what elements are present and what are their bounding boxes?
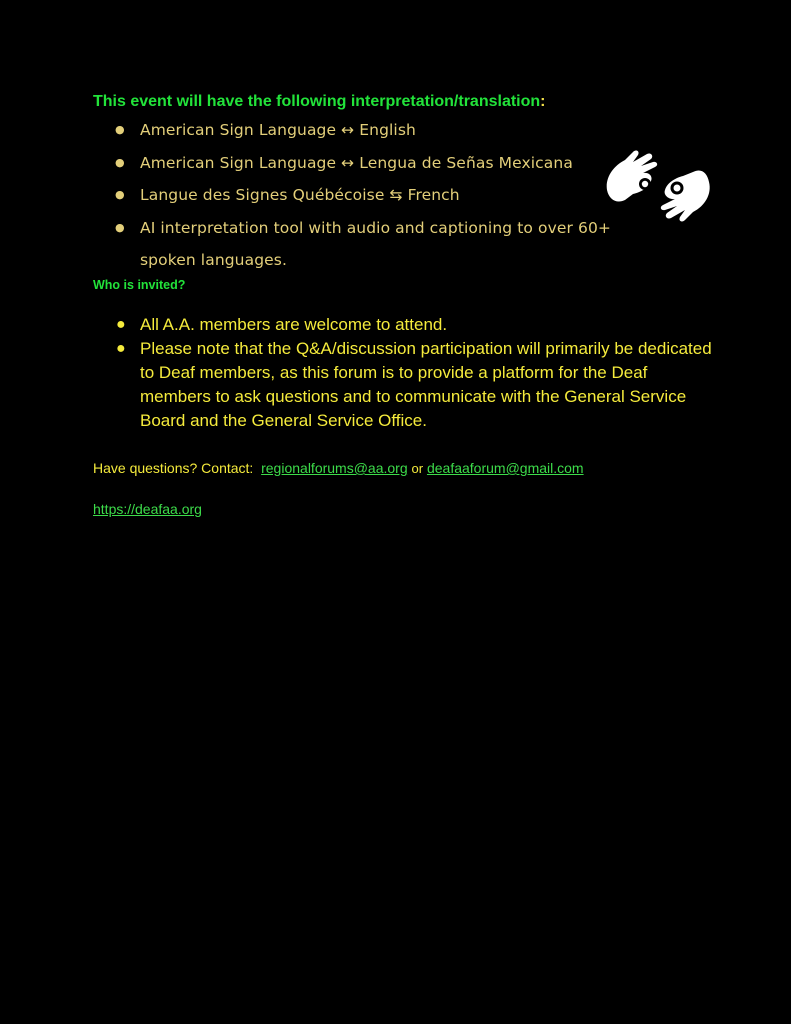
invited-item-deaf-note: Please note that the Q&A/discussion participation will primarily be dedicated to Deaf members, as this forum is to provide a platform for the Deaf members to ask questions and to communicate with the General Service Board and the General Service Office. (140, 339, 712, 430)
invited-list (93, 313, 713, 433)
interpretation-heading-text: This event will have the following interpretation/translation (93, 93, 541, 110)
email-link-deafaaforum[interactable]: deafaaforum@gmail.com (426, 460, 584, 476)
interpretation-item-asl-english: American Sign Language ↔ English (140, 121, 416, 139)
contact-label: Have questions? Contact: (93, 460, 254, 476)
interpretation-heading-colon: : (540, 93, 546, 110)
interpretation-item-lsq-french: Langue des Signes Québécoise ⇆ French (140, 186, 460, 204)
interpretation-heading (93, 93, 546, 111)
bullet-icon: ● (116, 340, 126, 357)
bullet-icon: ● (115, 188, 125, 201)
contact-line (93, 460, 584, 476)
sign-language-interpretation-icon (603, 148, 713, 226)
bullet-icon: ● (115, 220, 125, 234)
bullet-icon: ● (116, 316, 126, 333)
list-item (93, 114, 693, 147)
list-item (93, 313, 713, 337)
list-item (93, 212, 660, 277)
interpretation-item-asl-lsm: American Sign Language ↔ Lengua de Señas Mexicana (140, 153, 573, 172)
bullet-icon: ● (115, 123, 125, 136)
bullet-icon: ● (115, 155, 125, 169)
list-item (93, 337, 713, 433)
email-link-regionalforums[interactable]: regionalforums@aa.org (261, 460, 408, 476)
who-is-invited-heading: Who is invited? (93, 278, 186, 292)
website-link[interactable]: https://deafaa.org (93, 501, 202, 517)
contact-or: or (411, 461, 424, 476)
interpretation-item-ai-tool: AI interpretation tool with audio and captioning to over 60+ spoken languages. (140, 218, 612, 269)
invited-item-all-members: All A.A. members are welcome to attend. (140, 315, 448, 334)
